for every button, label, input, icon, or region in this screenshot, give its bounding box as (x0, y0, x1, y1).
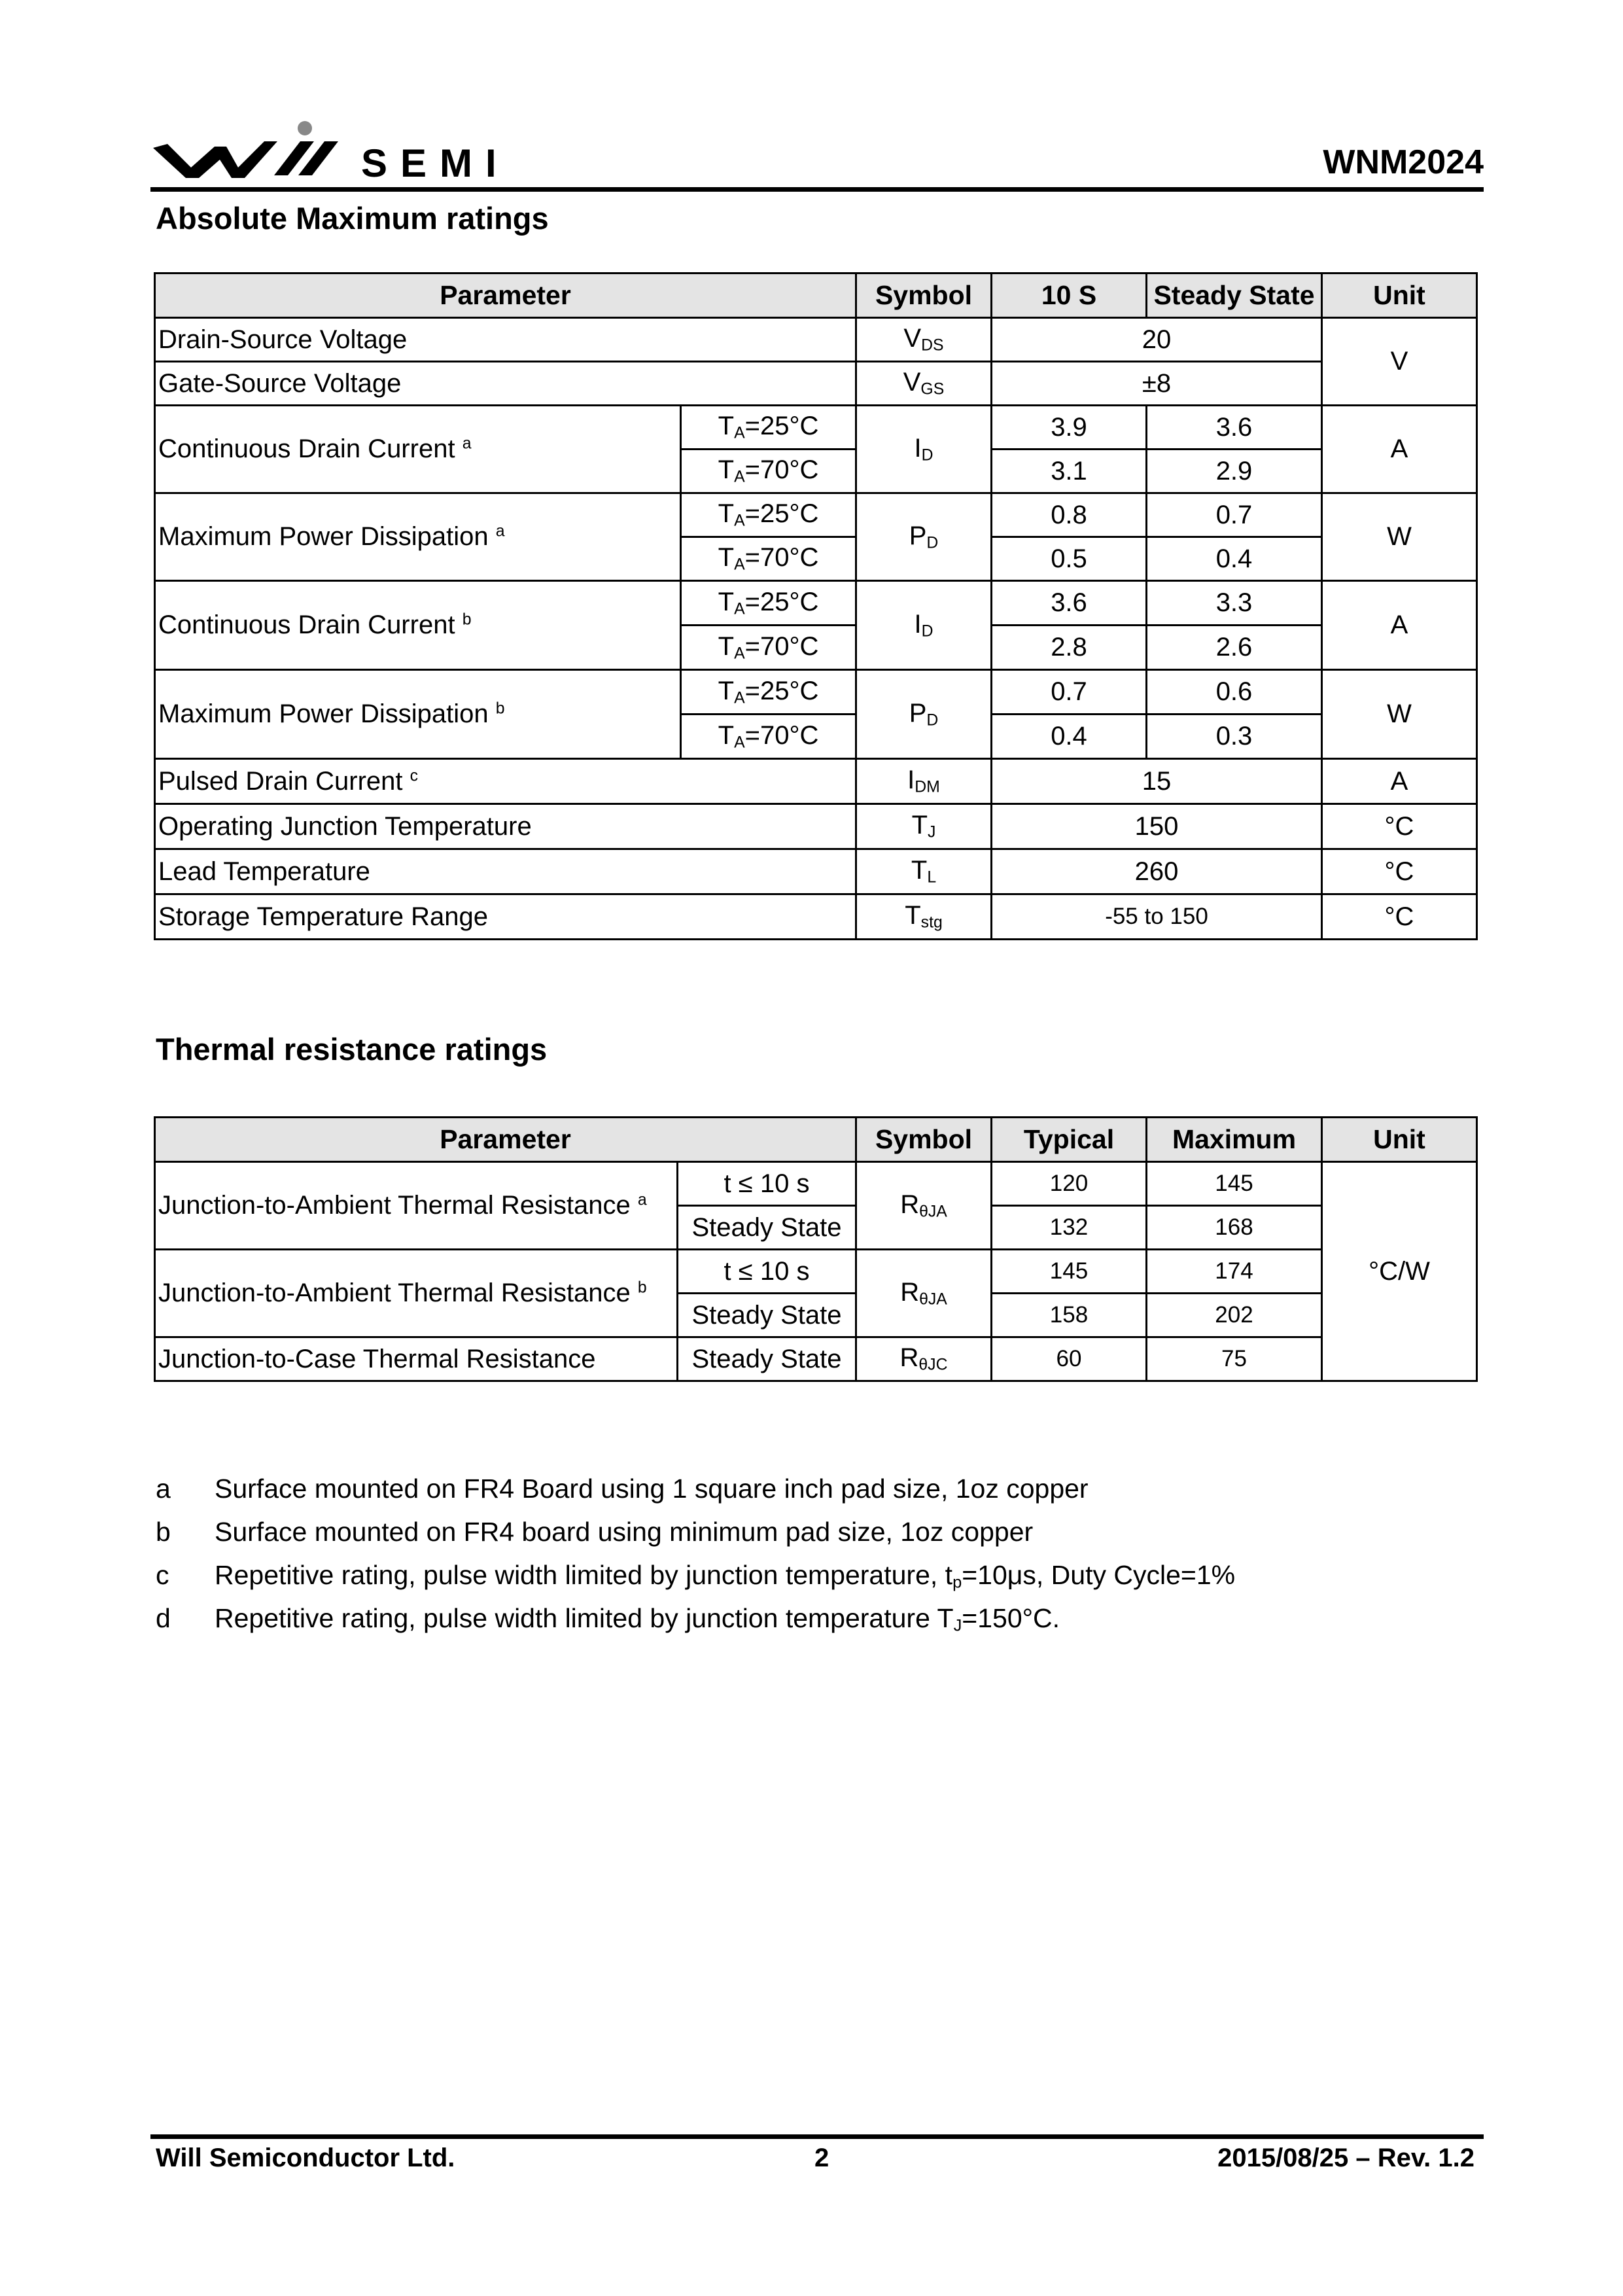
typ-rja-a-ss: 132 (992, 1206, 1147, 1250)
param-vgs: Gate-Source Voltage (155, 362, 856, 406)
condition-ta25: $T_A=25^\circ C$ (681, 670, 856, 715)
condition-rja-a-ss: Steady State (678, 1206, 856, 1250)
value-idm: 15 (992, 759, 1322, 804)
condition-ta70: $T_A=70^\circ C$ (681, 715, 856, 759)
footer-company: Will Semiconductor Ltd. (156, 2144, 455, 2172)
unit-tl: °C (1322, 849, 1477, 894)
symbol-idm: $I_{DM}$ (856, 759, 992, 804)
symbol-pd-a: $P_D$ (856, 493, 992, 581)
value-id-a-70-10s: 3.1 (992, 450, 1147, 493)
value-id-b-25-ss: 3.3 (1147, 581, 1322, 626)
typ-rja-b-ss: 158 (992, 1294, 1147, 1337)
header-unit: Unit (1322, 274, 1477, 318)
footer-rule (150, 2134, 1484, 2139)
value-pd-b-70-ss: 0.3 (1147, 715, 1322, 759)
part-number: WNM2024 (1323, 143, 1484, 181)
table-row (155, 759, 1477, 804)
symbol-tl: $T_L$ (856, 849, 992, 894)
symbol-vgs: $V_{GS}$ (856, 362, 992, 406)
param-tl: Lead Temperature (155, 849, 856, 894)
param-vds: Drain-Source Voltage (155, 318, 856, 362)
param-rjc: Junction-to-Case Thermal Resistance (155, 1337, 678, 1381)
value-pd-a-25-10s: 0.8 (992, 493, 1147, 537)
value-pd-b-25-ss: 0.6 (1147, 670, 1322, 715)
header-steady-state: Steady State (1147, 274, 1322, 318)
header-parameter: Parameter (155, 274, 856, 318)
abs-max-title: Absolute Maximum ratings (156, 201, 549, 236)
value-id-a-25-10s: 3.9 (992, 406, 1147, 450)
unit-idm: A (1322, 759, 1477, 804)
param-id-b: Continuous Drain Current $^b$ (155, 581, 681, 670)
footnote-text: Repetitive rating, pulse width limited by junction temperature, $t_p=10\mu s$, Duty Cycle=1% (215, 1560, 1236, 1592)
value-tl: 260 (992, 849, 1322, 894)
value-tj: 150 (992, 804, 1322, 849)
will-semi-logo (153, 115, 519, 187)
unit-tj: °C (1322, 804, 1477, 849)
condition-ta25: $T_A=25^\circ C$ (681, 406, 856, 450)
footnote-text: Repetitive rating, pulse width limited by junction temperature $T_J=150^\circ C$. (215, 1603, 1060, 1635)
footnote-key: a (156, 1474, 171, 1504)
param-rja-b: Junction-to-Ambient Thermal Resistance $^b$ (155, 1250, 678, 1337)
symbol-id-b: $I_D$ (856, 581, 992, 670)
header-parameter: Parameter (155, 1118, 856, 1162)
param-pd-a: Maximum Power Dissipation $^a$ (155, 493, 681, 581)
param-id-a: Continuous Drain Current $^a$ (155, 406, 681, 493)
table-row (155, 362, 1477, 406)
table-row (155, 849, 1477, 894)
symbol-tj: $T_J$ (856, 804, 992, 849)
unit-id-a: A (1322, 406, 1477, 493)
header-10s: 10 S (992, 274, 1147, 318)
table-row (155, 581, 1477, 626)
unit-tstg: °C (1322, 894, 1477, 940)
value-id-a-25-ss: 3.6 (1147, 406, 1322, 450)
typ-rja-b-10s: 145 (992, 1250, 1147, 1294)
table-header-row (155, 274, 1477, 318)
thermal-title: Thermal resistance ratings (156, 1032, 548, 1067)
max-rja-b-ss: 202 (1147, 1294, 1322, 1337)
value-tstg: -55 to 150 (992, 894, 1322, 940)
condition-rjc: Steady State (678, 1337, 856, 1381)
value-vds: 20 (992, 318, 1322, 362)
header-symbol: Symbol (856, 1118, 992, 1162)
table-row (155, 1162, 1477, 1206)
value-pd-a-25-ss: 0.7 (1147, 493, 1322, 537)
table-row (155, 406, 1477, 450)
max-rja-a-10s: 145 (1147, 1162, 1322, 1206)
param-idm: Pulsed Drain Current $^c$ (155, 759, 856, 804)
footnote-key: c (156, 1560, 169, 1590)
table-header-row (155, 1118, 1477, 1162)
abs-max-table (154, 272, 1478, 940)
table-row (155, 670, 1477, 715)
condition-ta25: $T_A=25^\circ C$ (681, 581, 856, 626)
table-row (155, 493, 1477, 537)
unit-voltage: V (1322, 318, 1477, 406)
unit-pd-b: W (1322, 670, 1477, 759)
symbol-rja-a: $R_{\theta JA}$ (856, 1162, 992, 1250)
value-id-a-70-ss: 2.9 (1147, 450, 1322, 493)
table-row (155, 318, 1477, 362)
header-maximum: Maximum (1147, 1118, 1322, 1162)
param-pd-b: Maximum Power Dissipation $^b$ (155, 670, 681, 759)
unit-id-b: A (1322, 581, 1477, 670)
condition-rja-b-10s: t ≤ 10 s (678, 1250, 856, 1294)
svg-text:SEMI: SEMI (361, 141, 510, 185)
footnote-key: b (156, 1517, 171, 1547)
condition-ta25: $T_A=25^\circ C$ (681, 493, 856, 537)
typ-rja-a-10s: 120 (992, 1162, 1147, 1206)
value-id-b-25-10s: 3.6 (992, 581, 1147, 626)
value-id-b-70-10s: 2.8 (992, 626, 1147, 670)
header-typical: Typical (992, 1118, 1147, 1162)
table-row (155, 1337, 1477, 1381)
value-pd-a-70-10s: 0.5 (992, 537, 1147, 581)
footer-date-revision: 2015/08/25 – Rev. 1.2 (1217, 2144, 1475, 2172)
footer-page-number: 2 (814, 2144, 829, 2172)
param-tstg: Storage Temperature Range (155, 894, 856, 940)
symbol-rjc: $R_{\theta JC}$ (856, 1337, 992, 1381)
typ-rjc: 60 (992, 1337, 1147, 1381)
header-rule (150, 187, 1484, 192)
footnote-text: Surface mounted on FR4 board using minimum pad size, 1oz copper (215, 1517, 1034, 1547)
header-symbol: Symbol (856, 274, 992, 318)
header-unit: Unit (1322, 1118, 1477, 1162)
symbol-tstg: $T_{stg}$ (856, 894, 992, 940)
value-vgs: ±8 (992, 362, 1322, 406)
footnote-key: d (156, 1603, 171, 1633)
unit-thermal: °C/W (1322, 1162, 1477, 1381)
page-header (153, 105, 1484, 190)
value-pd-a-70-ss: 0.4 (1147, 537, 1322, 581)
max-rja-b-10s: 174 (1147, 1250, 1322, 1294)
condition-rja-a-10s: t ≤ 10 s (678, 1162, 856, 1206)
value-id-b-70-ss: 2.6 (1147, 626, 1322, 670)
unit-pd-a: W (1322, 493, 1477, 581)
max-rjc: 75 (1147, 1337, 1322, 1381)
symbol-id-a: $I_D$ (856, 406, 992, 493)
symbol-pd-b: $P_D$ (856, 670, 992, 759)
table-row (155, 894, 1477, 940)
max-rja-a-ss: 168 (1147, 1206, 1322, 1250)
param-tj: Operating Junction Temperature (155, 804, 856, 849)
thermal-table (154, 1116, 1478, 1382)
condition-ta70: $T_A=70^\circ C$ (681, 626, 856, 670)
table-row (155, 804, 1477, 849)
value-pd-b-25-10s: 0.7 (992, 670, 1147, 715)
symbol-rja-b: $R_{\theta JA}$ (856, 1250, 992, 1337)
value-pd-b-70-10s: 0.4 (992, 715, 1147, 759)
condition-rja-b-ss: Steady State (678, 1294, 856, 1337)
footnote-text: Surface mounted on FR4 Board using 1 square inch pad size, 1oz copper (215, 1474, 1089, 1504)
symbol-vds: $V_{DS}$ (856, 318, 992, 362)
param-rja-a: Junction-to-Ambient Thermal Resistance $^a$ (155, 1162, 678, 1250)
condition-ta70: $T_A=70^\circ C$ (681, 450, 856, 493)
table-row (155, 1250, 1477, 1294)
condition-ta70: $T_A=70^\circ C$ (681, 537, 856, 581)
